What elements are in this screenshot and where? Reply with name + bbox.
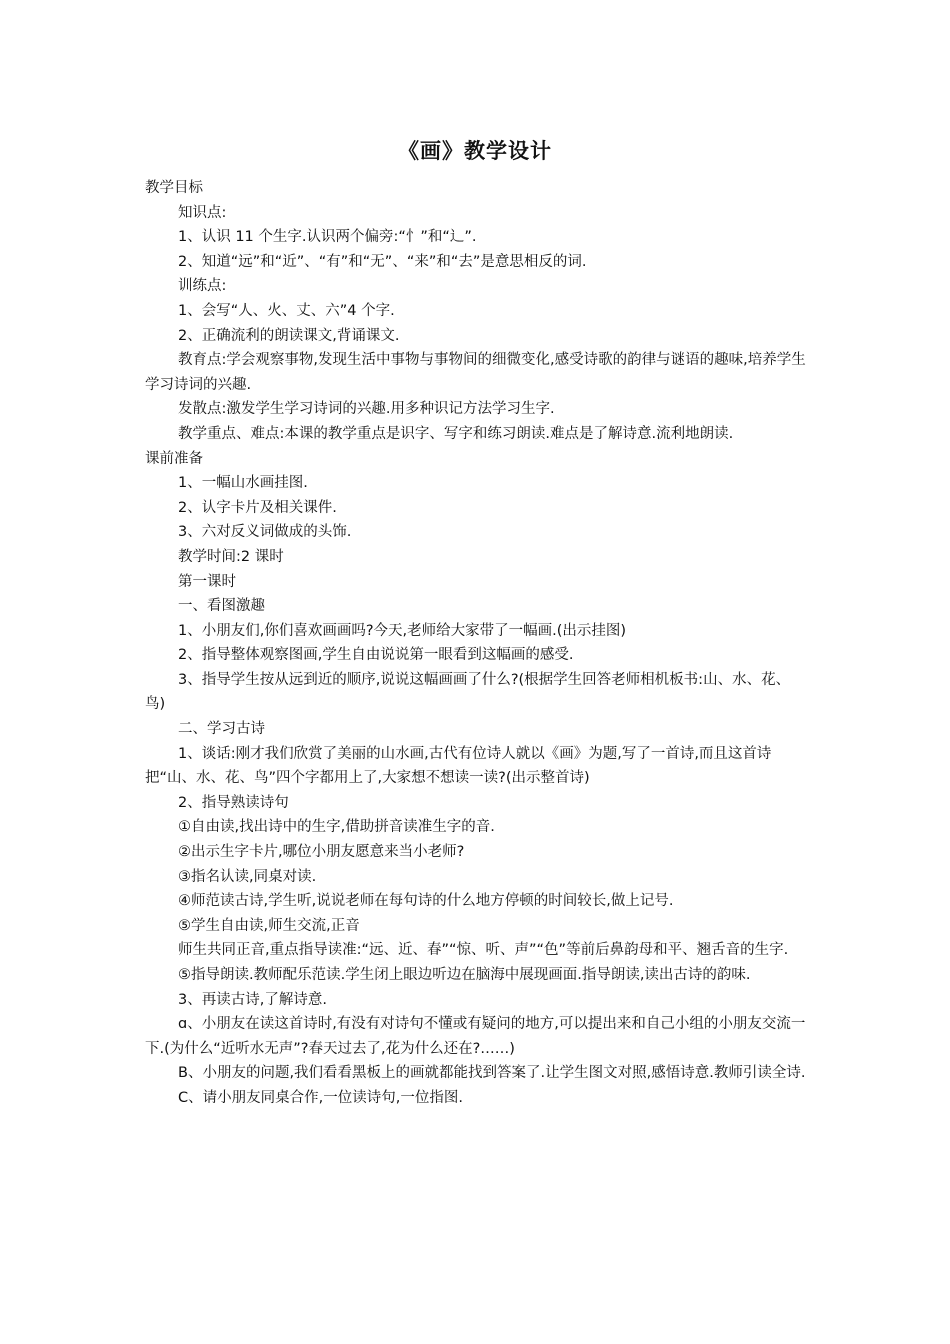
body-paragraph: 训练点: <box>178 278 227 295</box>
body-paragraph: 1、会写“人、火、丈、六”4 个字. <box>178 302 395 319</box>
body-paragraph: 教学时间:2 课时 <box>178 548 284 565</box>
body-paragraph: 2、指导熟读诗句 <box>178 794 289 811</box>
body-paragraph: 3、六对反义词做成的头饰. <box>178 524 352 541</box>
body-paragraph: 1、认识 11 个生字.认识两个偏旁:“忄”和“辶”. <box>178 229 477 246</box>
body-paragraph: ②出示生字卡片,哪位小朋友愿意来当小老师? <box>178 844 465 861</box>
document-body <box>145 176 807 1111</box>
body-paragraph: 知识点: <box>178 204 227 221</box>
body-paragraph: 3、再读古诗,了解诗意. <box>178 991 327 1008</box>
body-paragraph: ④师范读古诗,学生听,说说老师在每句诗的什么地方停顿的时间较长,做上记号. <box>178 893 674 910</box>
body-paragraph: 二、学习古诗 <box>178 721 265 738</box>
body-paragraph: 2、认字卡片及相关课件. <box>178 499 337 516</box>
body-paragraph: 师生共同正音,重点指导读准:“远、近、春”“惊、听、声”“色”等前后鼻韵母和平、翘舌音的生字. <box>178 942 789 959</box>
body-paragraph: ⑤指导朗读.教师配乐范读.学生闭上眼边听边在脑海中展现画面.指导朗读,读出古诗的韵味. <box>178 967 751 983</box>
body-paragraph: 3、指导学生按从远到近的顺序,说说这幅画画了什么?(根据学生回答老师相机板书:山、水、花、鸟) <box>145 671 791 713</box>
body-paragraph: 1、谈话:刚才我们欣赏了美丽的山水画,古代有位诗人就以《画》为题,写了一首诗,而且这首诗把“山、水、花、鸟”四个字都用上了,大家想不想读一读?(出示整首诗) <box>145 745 772 787</box>
body-paragraph: 教学重点、难点:本课的教学重点是识字、写字和练习朗读.难点是了解诗意.流利地朗读. <box>178 425 734 442</box>
body-paragraph: 2、指导整体观察图画,学生自由说说第一眼看到这幅画的感受. <box>178 647 574 664</box>
body-paragraph: B、小朋友的问题,我们看看黑板上的画就都能找到答案了.让学生图文对照,感悟诗意.教师引读全诗. <box>178 1065 806 1082</box>
body-paragraph: 教育点:学会观察事物,发现生活中事物与事物间的细微变化,感受诗歌的韵律与谜语的趣味,培养学生学习诗词的兴趣. <box>145 352 806 393</box>
body-paragraph: 一、看图激趣 <box>178 598 265 615</box>
body-paragraph: 第一课时 <box>178 573 236 590</box>
body-paragraph: 1、小朋友们,你们喜欢画画吗?今天,老师给大家带了一幅画.(出示挂图) <box>178 622 627 639</box>
body-paragraph: ③指名认读,同桌对读. <box>178 868 317 885</box>
body-paragraph: ①自由读,找出诗中的生字,借助拼音读准生字的音. <box>178 819 495 836</box>
body-paragraph: 2、知道“远”和“近”、“有”和“无”、“来”和“去”是意思相反的词. <box>178 253 587 270</box>
body-paragraph: 1、一幅山水画挂图. <box>178 475 308 492</box>
body-paragraph: C、请小朋友同桌合作,一位读诗句,一位指图. <box>178 1089 463 1106</box>
body-paragraph: 发散点:激发学生学习诗词的兴趣.用多种识记方法学习生字. <box>178 401 555 418</box>
body-paragraph: ɑ、小朋友在读这首诗时,有没有对诗句不懂或有疑问的地方,可以提出来和自己小组的小朋友交流一下.(为什么“近听水无声”?春天过去了,花为什么还在?……) <box>145 1016 806 1057</box>
body-paragraph: ⑤学生自由读,师生交流,正音 <box>178 917 360 934</box>
section-heading: 教学目标 <box>145 180 203 196</box>
section-heading: 课前准备 <box>145 450 203 467</box>
document-title: 《画》教学设计 <box>398 139 552 163</box>
body-paragraph: 2、正确流利的朗读课文,背诵课文. <box>178 327 400 344</box>
